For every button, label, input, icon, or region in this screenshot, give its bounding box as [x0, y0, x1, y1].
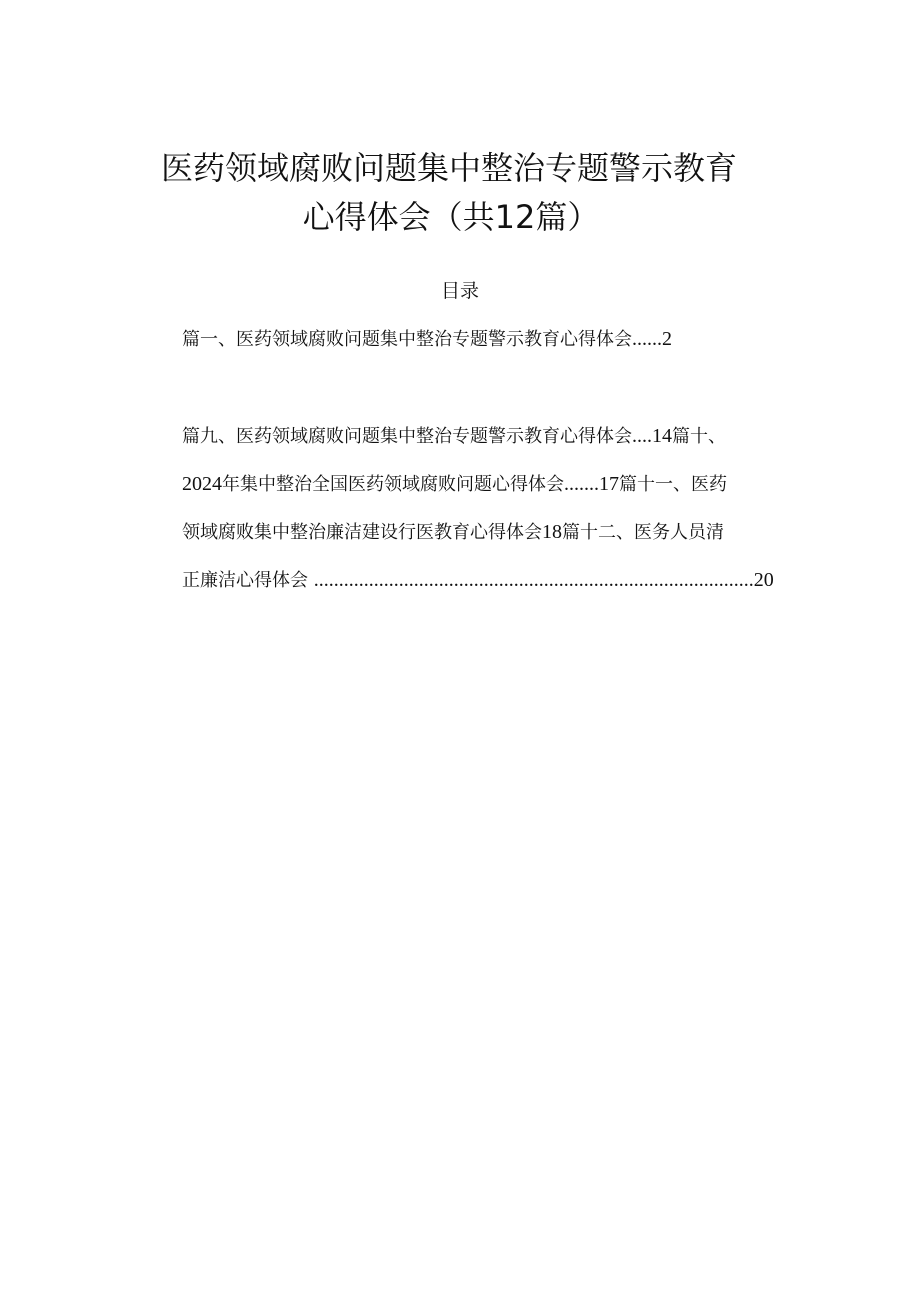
toc-entry-continuation: 篇十、: [672, 426, 726, 447]
document-title-line-2: 心得体会（共12篇）: [302, 198, 600, 236]
toc-entry-leader-page: ......2: [632, 328, 672, 350]
toc-entry-page: 18: [542, 521, 562, 543]
toc-entry-continuation: 篇十一、医药: [619, 474, 727, 495]
document-title-line-1: 医药领域腐败问题集中整治专题警示教育: [160, 149, 737, 187]
toc-entry-text: 篇一、医药领域腐败问题集中整治专题警示教育心得体会: [182, 329, 632, 350]
toc-entry-year: 2024: [182, 473, 222, 495]
toc-entry-leader-page: ........................................................................................20: [313, 569, 774, 591]
toc-heading: 目录: [440, 280, 479, 302]
toc-entry-4[interactable]: [182, 518, 792, 544]
toc-entry-text: 篇九、医药领域腐败问题集中整治专题警示教育心得体会: [182, 426, 632, 447]
toc-entry-text: 领域腐败集中整治廉洁建设行医教育心得体会: [182, 522, 542, 543]
toc-entry-text: 年集中整治全国医药领域腐败问题心得体会: [222, 474, 564, 495]
toc-entry-continuation: 篇十二、医务人员清: [562, 522, 724, 543]
toc-entry-3[interactable]: [182, 470, 792, 496]
toc-entry-text: 正廉洁心得体会: [182, 570, 314, 591]
toc-entry-2[interactable]: [182, 422, 792, 448]
toc-entry-5[interactable]: [182, 566, 792, 592]
toc-entry-leader-page: .......17: [564, 473, 619, 495]
toc-entry-leader-page: ....14: [632, 425, 672, 447]
toc-entry-1[interactable]: [182, 325, 792, 351]
